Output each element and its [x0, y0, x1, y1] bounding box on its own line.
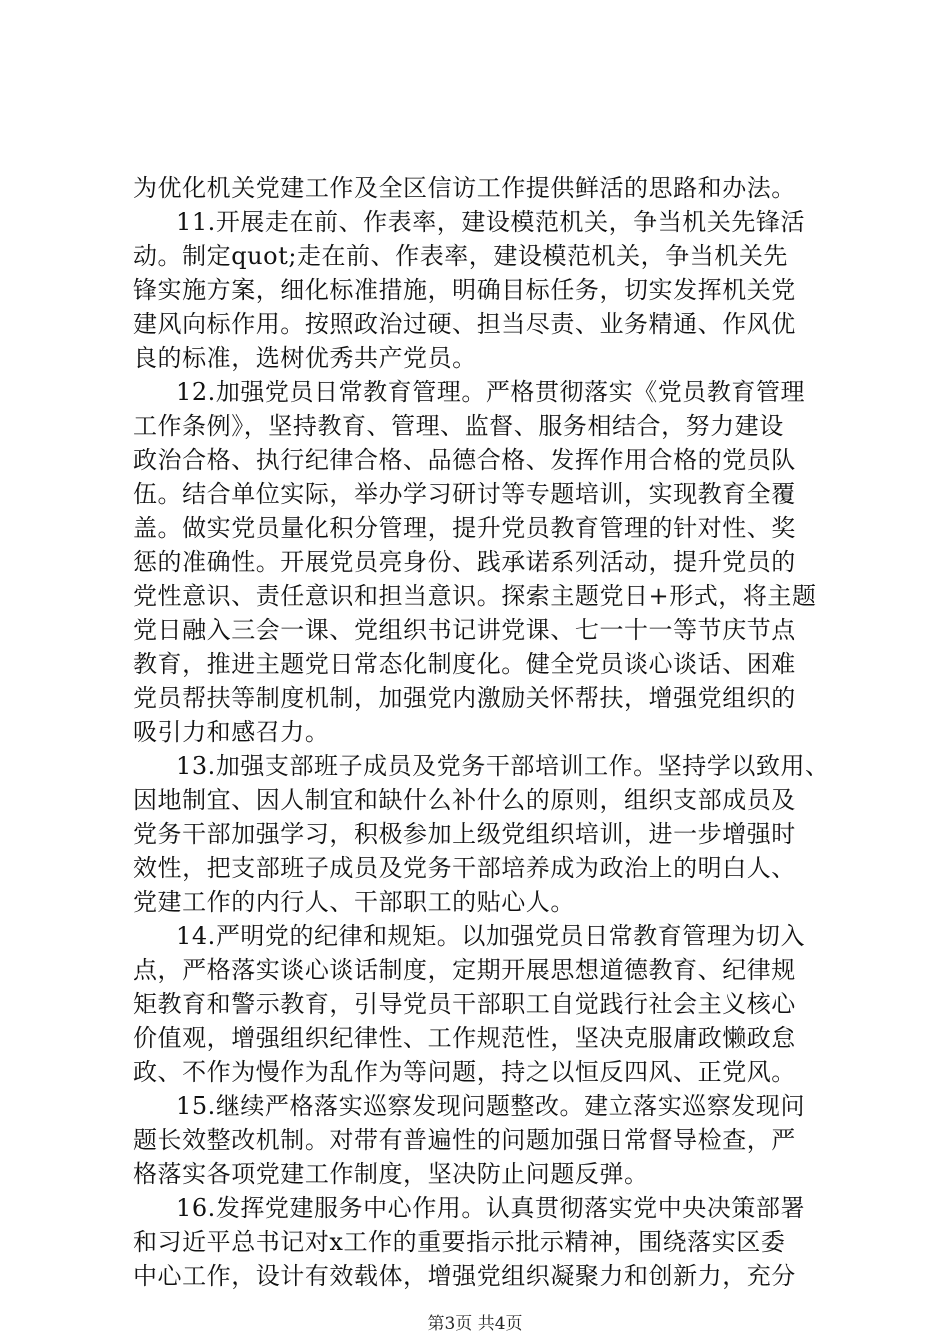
text-line: 动。制定quot;走在前、作表率，建设模范机关，争当机关先	[133, 242, 788, 270]
text-line: 建风向标作用。按照政治过硬、担当尽责、业务精通、作风优	[133, 310, 796, 338]
text-line: 工作条例》，坚持教育、管理、监督、服务相结合，努力建设	[133, 412, 784, 440]
text-line: 点，严格落实谈心谈话制度，定期开展思想道德教育、纪律规	[133, 956, 796, 984]
text-line: 锋实施方案，细化标准措施，明确目标任务，切实发挥机关党	[133, 276, 796, 304]
text-line: 党日融入三会一课、党组织书记讲党课、七一十一等节庆节点	[133, 616, 796, 644]
text-line: 惩的准确性。开展党员亮身份、践承诺系列活动，提升党员的	[133, 548, 796, 576]
text-line: 吸引力和感召力。	[133, 718, 330, 746]
paragraph-11-start: 11.开展走在前、作表率，建设模范机关，争当机关先锋活	[176, 208, 806, 236]
paragraph-13-start: 13.加强支部班子成员及党务干部培训工作。坚持学以致用、	[176, 752, 830, 780]
paragraph-12-start: 12.加强党员日常教育管理。严格贯彻落实《党员教育管理	[176, 378, 806, 406]
text-line: 党建工作的内行人、干部职工的贴心人。	[133, 888, 575, 916]
text-line: 良的标准，选树优秀共产党员。	[133, 344, 477, 372]
text-line: 中心工作，设计有效载体，增强党组织凝聚力和创新力，充分	[133, 1262, 796, 1290]
paragraph-14-start: 14.严明党的纪律和规矩。以加强党员日常教育管理为切入	[176, 922, 806, 950]
paragraph-16-start: 16.发挥党建服务中心作用。认真贯彻落实党中央决策部署	[176, 1194, 806, 1222]
text-line: 格落实各项党建工作制度，坚决防止问题反弹。	[133, 1160, 649, 1188]
text-line: 为优化机关党建工作及全区信访工作提供鲜活的思路和办法。	[133, 174, 796, 202]
text-line: 政、不作为慢作为乱作为等问题，持之以恒反四风、正党风。	[133, 1058, 796, 1086]
page-footer: 第3页 共4页	[427, 1314, 523, 1334]
text-line: 政治合格、执行纪律合格、品德合格、发挥作用合格的党员队	[133, 446, 796, 474]
text-line: 伍。结合单位实际，举办学习研讨等专题培训，实现教育全覆	[133, 480, 796, 508]
text-line: 矩教育和警示教育，引导党员干部职工自觉践行社会主义核心	[133, 990, 796, 1018]
text-line: 教育，推进主题党日常态化制度化。健全党员谈心谈话、困难	[133, 650, 796, 678]
text-line: 效性，把支部班子成员及党务干部培养成为政治上的明白人、	[133, 854, 796, 882]
text-line: 价值观，增强组织纪律性、工作规范性，坚决克服庸政懒政怠	[133, 1024, 796, 1052]
paragraph-15-start: 15.继续严格落实巡察发现问题整改。建立落实巡察发现问	[176, 1092, 806, 1120]
text-line: 因地制宜、因人制宜和缺什么补什么的原则，组织支部成员及	[133, 786, 796, 814]
text-line: 和习近平总书记对x工作的重要指示批示精神，围绕落实区委	[133, 1228, 786, 1256]
text-line: 党性意识、责任意识和担当意识。探索主题党日+形式，将主题	[133, 582, 817, 610]
text-line: 题长效整改机制。对带有普遍性的问题加强日常督导检查，严	[133, 1126, 796, 1154]
text-line: 党务干部加强学习，积极参加上级党组织培训，进一步增强时	[133, 820, 796, 848]
text-line: 党员帮扶等制度机制，加强党内激励关怀帮扶，增强党组织的	[133, 684, 796, 712]
text-line: 盖。做实党员量化积分管理，提升党员教育管理的针对性、奖	[133, 514, 796, 542]
